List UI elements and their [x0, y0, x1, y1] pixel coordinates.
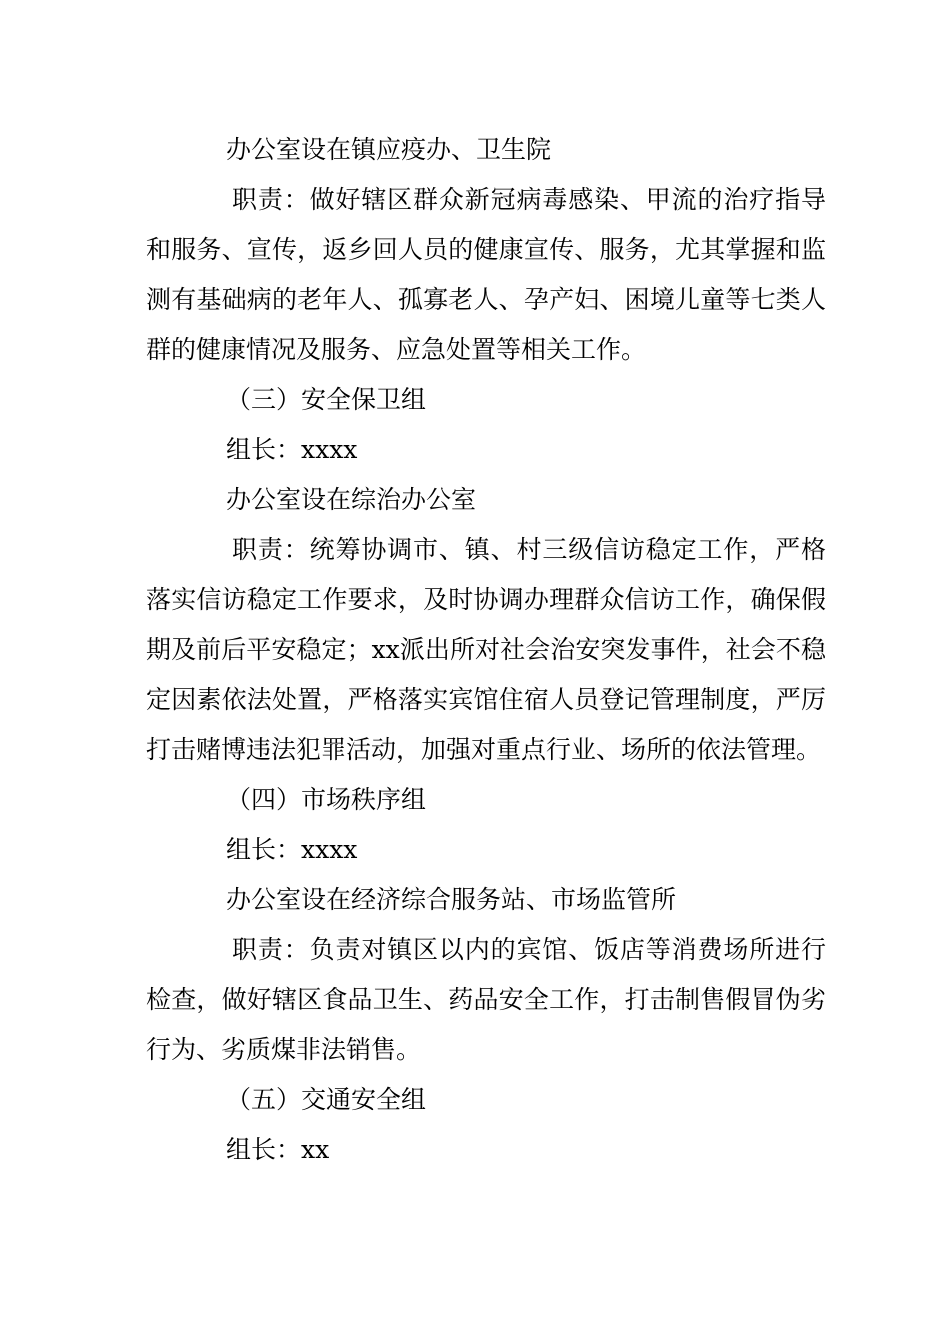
section-heading-security: （三）安全保卫组	[226, 385, 427, 414]
duties-security: 职责：统筹协调市、镇、村三级信访稳定工作，严格落实信访稳定工作要求，及时协调办理群众信访工作，确保假期及前后平安稳定；xx派出所对社会治安突发事件，社会不稳定因素依法处置，严格落实宾馆住宿人员登记管理制度，严厉打击赌博违法犯罪活动，加强对重点行业、场所的依法管理。	[146, 535, 826, 764]
team-leader-traffic: 组长：xx	[226, 1135, 330, 1164]
section-heading-market: （四）市场秩序组	[226, 785, 427, 814]
office-location-health: 办公室设在镇应疫办、卫生院	[226, 135, 552, 164]
office-location-market: 办公室设在经济综合服务站、市场监管所	[226, 885, 677, 914]
office-location-security: 办公室设在综治办公室	[226, 485, 477, 514]
section-heading-traffic: （五）交通安全组	[226, 1085, 427, 1114]
team-leader-security: 组长：xxxx	[226, 435, 358, 464]
team-leader-market: 组长：xxxx	[226, 835, 358, 864]
document-body	[146, 125, 826, 1175]
duties-market: 职责：负责对镇区以内的宾馆、饭店等消费场所进行检查，做好辖区食品卫生、药品安全工作，打击制售假冒伪劣行为、劣质煤非法销售。	[146, 935, 826, 1064]
duties-health: 职责：做好辖区群众新冠病毒感染、甲流的治疗指导和服务、宣传，返乡回人员的健康宣传、服务，尤其掌握和监测有基础病的老年人、孤寡老人、孕产妇、困境儿童等七类人群的健康情况及服务、应急处置等相关工作。	[146, 185, 826, 364]
